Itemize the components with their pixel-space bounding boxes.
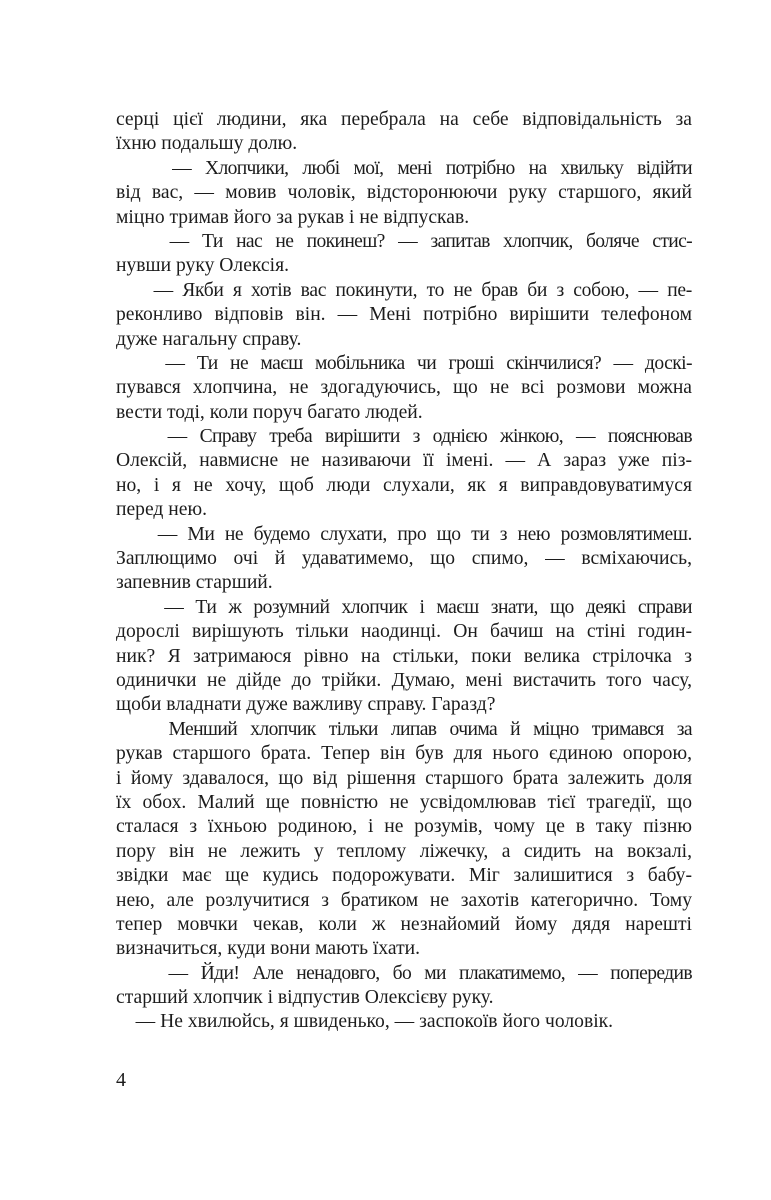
text-line: пувався хлопчина, не здогадуючись, що не всі розмови можна bbox=[116, 377, 692, 399]
text-line: тепер мовчки чекав, коли ж незнайомий йому дядя нарешті bbox=[116, 913, 692, 935]
text-line: — Хлопчики, любі мої, мені потрібно на хвильку відійти bbox=[116, 157, 692, 179]
text-line: ник? Я затримаюся рівно на стільки, поки велика стрілочка з bbox=[116, 645, 692, 667]
text-line: — Справу треба вирішити з однією жінкою, — пояснював bbox=[116, 426, 692, 448]
text-line: — Йди! Але ненадовго, бо ми плакатимемо, — попередив bbox=[116, 962, 692, 984]
text-line: щоби владнати дуже важливу справу. Гаразд? bbox=[116, 694, 496, 716]
text-line: одинички не дійде до трійки. Думаю, мені вистачить того часу, bbox=[116, 669, 692, 691]
text-line: їх обох. Малий ще повністю не усвідомлював тієї трагедії, що bbox=[116, 791, 692, 813]
text-line: звідки має ще кудись подорожувати. Міг залишитися з бабу- bbox=[116, 865, 692, 887]
text-line: — Ми не будемо слухати, про що ти з нею розмовлятимеш. bbox=[116, 523, 692, 545]
text-line: — Ти не маєш мобільника чи гроші скінчилися? — доскі- bbox=[116, 352, 692, 374]
text-line: і йому здавалося, що від рішення старшого брата залежить доля bbox=[116, 767, 692, 789]
text-line: запевнив старший. bbox=[116, 572, 273, 594]
text-line: нувши руку Олексія. bbox=[116, 255, 289, 277]
text-line: їхню подальшу долю. bbox=[116, 133, 298, 155]
text-line: перед нею. bbox=[116, 499, 208, 521]
text-line: старший хлопчик і відпустив Олексієву руку. bbox=[116, 987, 494, 1009]
text-line: — Якби я хотів вас покинути, то не брав би з собою, — пе- bbox=[116, 279, 692, 301]
text-line: від вас, — мовив чоловік, відсторонюючи руку старшого, який bbox=[116, 182, 692, 204]
text-line: Заплющимо очі й удаватимемо, що спимо, — всміхаючись, bbox=[116, 548, 692, 570]
text-line: визначиться, куди вони мають їхати. bbox=[116, 938, 421, 960]
text-line: вести тоді, коли поруч багато людей. bbox=[116, 401, 423, 423]
text-line: реконливо відповів він. — Мені потрібно вирішити телефоном bbox=[116, 304, 692, 326]
text-line: Олексій, навмисне не називаючи її імені. — А зараз уже піз- bbox=[116, 450, 692, 472]
body-text bbox=[116, 108, 692, 1035]
text-line: — Ти ж розумний хлопчик і маєш знати, що деякі справи bbox=[116, 596, 692, 618]
text-line: но, і я не хочу, щоб люди слухали, як я виправдовуватимуся bbox=[116, 474, 692, 496]
text-line: пору він не лежить у теплому ліжечку, а сидить на вокзалі, bbox=[116, 840, 692, 862]
text-line: дуже нагальну справу. bbox=[116, 328, 302, 350]
text-line: рукав старшого брата. Тепер він був для нього єдиною опорою, bbox=[116, 743, 692, 765]
text-line: міцно тримав його за рукав і не відпускав. bbox=[116, 206, 470, 228]
text-line: — Ти нас не покинеш? — запитав хлопчик, боляче стис- bbox=[116, 230, 692, 252]
text-line: дорослі вирішують тільки наодинці. Он бачиш на стіні годин- bbox=[116, 621, 692, 643]
text-line: Менший хлопчик тільки липав очима й міцно тримався за bbox=[116, 718, 692, 740]
text-line: сталася з їхньою родиною, і не розумів, чому це в таку пізню bbox=[116, 816, 692, 838]
text-line: серці цієї людини, яка перебрала на себе відповідальність за bbox=[116, 109, 692, 130]
text-line: — Не хвилюйсь, я швиденько, — заспокоїв його чоловік. bbox=[116, 1011, 614, 1033]
text-line: нею, але розлучитися з братиком не захотів категорично. Тому bbox=[116, 889, 692, 911]
page-number: 4 bbox=[116, 1069, 126, 1091]
